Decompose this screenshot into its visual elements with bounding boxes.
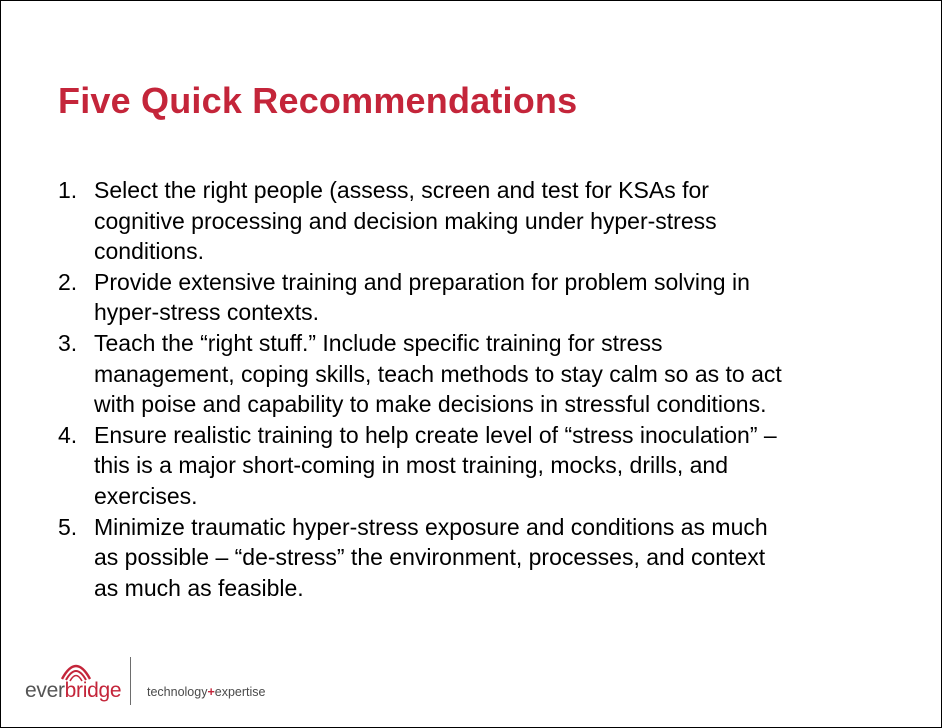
list-item [58,420,898,512]
item-number: 3. [58,329,78,356]
item-text-line: exercises. [94,482,198,509]
tagline-right: expertise [214,685,266,699]
item-text-line: cognitive processing and decision making under hyper-stress [94,207,717,234]
everbridge-wordmark [25,679,121,703]
list-item [58,175,898,267]
tagline-plus: + [207,685,215,699]
item-text-line: with poise and capability to make decisions in stressful conditions. [94,391,767,418]
item-text-line: hyper-stress contexts. [94,299,319,326]
item-text-line: conditions. [94,238,204,265]
item-text-line: Ensure realistic training to help create level of “stress inoculation” – [94,421,777,448]
item-text-line: this is a major short-coming in most training, mocks, drills, and [94,452,728,479]
list-item [58,328,898,420]
item-number: 1. [58,177,78,203]
list-item [58,512,898,604]
tagline-left: technology [147,685,208,699]
recommendation-list [58,175,898,603]
item-number: 4. [58,421,78,448]
item-number: 2. [58,268,78,295]
item-text-line: Select the right people (assess, screen and test for KSAs for [94,177,709,203]
wordmark-prefix: ever [25,679,65,702]
footer-branding [25,657,325,705]
item-number: 5. [58,513,78,540]
footer-divider [130,657,131,705]
wordmark-suffix: bridge [64,679,122,702]
tagline [147,685,266,699]
item-text-line: as much as feasible. [94,574,304,601]
item-text-line: as possible – “de-stress” the environment, processes, and context [94,544,766,571]
item-text-line: Minimize traumatic hyper-stress exposure and conditions as much [94,513,768,540]
item-text-line: Teach the “right stuff.” Include specific training for stress [94,329,663,356]
slide-title: Five Quick Recommendations [58,80,578,121]
list-item [58,267,898,328]
item-text-line: Provide extensive training and preparation for problem solving in [94,268,750,295]
item-text-line: management, coping skills, teach methods to stay calm so as to act [94,360,782,387]
